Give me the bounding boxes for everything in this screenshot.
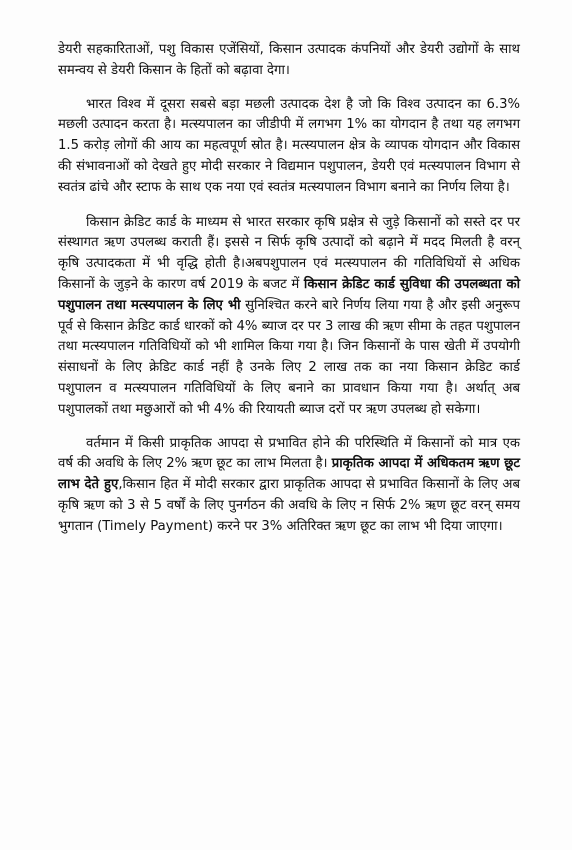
paragraph-text: ,किसान हित में मोदी सरकार द्वारा प्राकृतिक आपदा से प्रभावित किसानों के लिए अब कृषि ऋण को 3 से 5 वर्षों के लिए पुनर्गठन की अवधि के लिए न सिर्फ 2% ऋण छूट वरन् समय भुगतान (Timely Payment) करने पर 3% अतिरिक्त ऋण छूट का लाभ भी दिया जाएगा। — [58, 477, 521, 534]
paragraph-dairy-cooperatives — [58, 40, 520, 82]
paragraph-text: डेयरी सहकारिताओं, पशु विकास एजेंसियों, किसान उत्पादक कंपनियों और डेयरी उद्योगों के साथ समन्वय से डेयरी किसान के हितों को बढ़ावा देगा। — [58, 42, 520, 78]
paragraph-text: वर्तमान में किसी प्राकृतिक आपदा से प्रभावित होने की परिस्थिति में किसानों को मात्र एक वर्ष की अवधि के लिए 2% ऋण छूट का लाभ मिलता है। — [58, 435, 520, 472]
paragraph-text: भारत विश्व में दूसरा सबसे बड़ा मछली उत्पादक देश है जो कि विश्व उत्पादन का 6.3% मछली उत्पादन करता है। मत्स्यपालन का जीडीपी में लगभग 1% का योगदान है तथा यह लगभग 1.5 करोड़ लोगों की आय का महत्वपूर्ण स्रोत है। मत्स्यपालन क्षेत्र के व्यापक योगदान और विकास की संभावनाओं को देखते हुए मोदी सरकार ने विद्यमान पशुपालन, डेयरी एवं मत्स्यपालन विभाग से स्वतंत्र ढांचे और स्टाफ के साथ एक नया एवं स्वतंत्र मत्स्यपालन विभाग बनाने का निर्णय लिया है। — [58, 96, 520, 195]
paragraph-text: सुनिश्चित करने बारे निर्णय लिया गया है और इसी अनुरूप पूर्व से किसान क्रेडिट कार्ड धारकों को 4% ब्याज दर पर 3 लाख की ऋण सीमा के तहत पशुपालन तथा मत्स्यपालन गतिविधियों को भी शामिल किया गया है। जिन किसानों के पास खेती में उपयोगी संसाधनों के लिए क्रेडिट कार्ड नहीं है उनके लिए 2 लाख तक का नया किसान क्रेडिट कार्ड पशुपालन व मत्स्यपालन गतिविधियों के लिए बनाने का प्रावधान किया गया है। अर्थात् अब पशुपालकों तथा मछुआरों को भी 4% की रियायती ब्याज दरों पर ऋण उपलब्ध हो सकेगा। — [58, 297, 520, 417]
document-body — [58, 40, 520, 538]
paragraph-fisheries — [58, 95, 520, 199]
paragraph-bold-text: किसान क्रेडिट कार्ड सुविधा की उपलब्धता को पशुपालन तथा मत्स्यपालन के लिए भी — [58, 276, 521, 313]
paragraph-text: किसान क्रेडिट कार्ड के माध्यम से भारत सरकार कृषि प्रक्षेत्र से जुड़े किसानों को सस्ते दर पर संस्थागत ऋण उपलब्ध कराती हैं। इससे न सिर्फ कृषि उत्पादों को बढ़ाने में मदद मिलती है वरन् कृषि उत्पादकता में भी वृद्धि होती है।अबपशुपालन एवं मत्स्यपालन की गतिविधियों से अधिक किसानों के जुड़ने के कारण वर्ष 2019 के बजट में — [58, 214, 520, 292]
paragraph-kisan-credit-card — [58, 213, 520, 421]
paragraph-bold-text: प्राकृतिक आपदा में अधिकतम ऋण छूट लाभ देते हुए — [58, 456, 520, 493]
paragraph-natural-disaster — [58, 434, 520, 538]
